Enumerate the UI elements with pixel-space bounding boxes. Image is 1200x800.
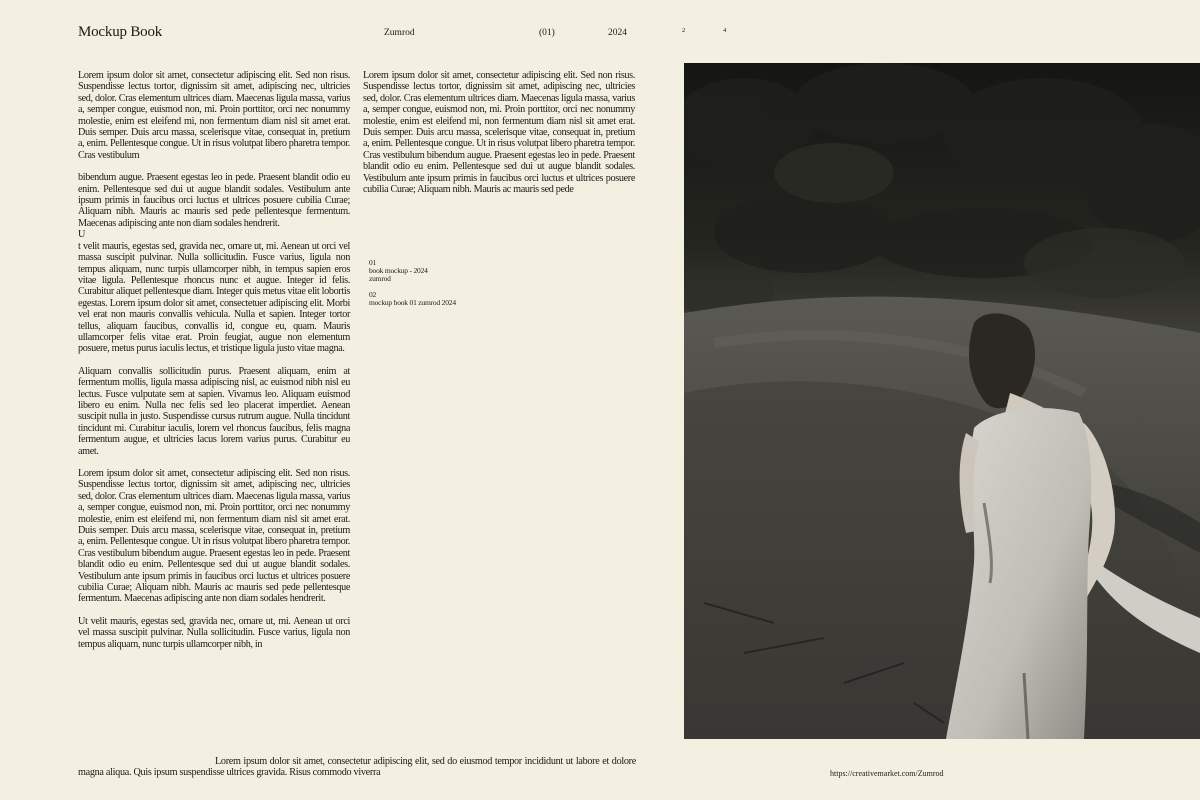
- note-number: 02: [369, 290, 377, 299]
- author-name: Zumrod: [384, 28, 415, 38]
- book-title: Mockup Book: [78, 24, 163, 40]
- footer-url-link[interactable]: https://creativemarket.com/Zumrod: [830, 769, 944, 778]
- paragraph: Aliquam convallis sollicitudin purus. Praesent aliquam, enim at fermentum mollis, ligula massa adipiscing nisl, ac euismod nibh nisl eu lectus. Fusce vulputate sem at sapien. Vivamus leo. Aliquam euismod libero eu enim. Nulla nec felis sed leo placerat imperdiet. Aenean suscipit nulla in justo. Suspendisse cursus rutrum augue. Nulla tincidunt tincidunt mi. Curabitur iaculis, lorem vel rhoncus faucibus, felis magna fermentum augue, et ultricies lacus lorem varius purus. Curabitur eu amet.: [78, 365, 350, 457]
- paragraph: bibendum augue. Praesent egestas leo in pede. Praesent blandit odio eu enim. Pellentesque sed dui ut augue blandit sodales. Vestibulum ante ipsum primis in faucibus orci luctus et ultrices posuere cubilia Curae; Aliquam nibh. Mauris ac mauris sed pede pellentesque fermentum. Maecenas adipiscing ante non diam sodales hendrerit.: [78, 172, 350, 229]
- chapter-number: (01): [539, 28, 555, 38]
- text-column-right: [363, 70, 635, 195]
- page-number-left: 2: [682, 27, 686, 34]
- page-number-right: 4: [723, 27, 727, 34]
- paragraph: Lorem ipsum dolor sit amet, consectetur adipiscing elit. Sed non risus. Suspendisse lectus tortor, dignissim sit amet, adipiscing nec, ultricies sed, dolor. Cras elementum ultrices diam. Maecenas ligula massa, varius a, semper congue, euismod non, mi. Proin porttitor, orci nec nonummy molestie, enim est eleifend mi, non fermentum diam nisl sit amet erat. Duis semper. Duis arcu massa, scelerisque vitae, consequat in, pretium a, enim. Pellentesque congue. Ut in risus volutpat libero pharetra tempor. Cras vestibulum bibendum augue. Praesent egestas leo in pede. Praesent blandit odio eu enim. Pellentesque sed dui ut augue blandit sodales. Vestibulum ante ipsum primis in faucibus orci luctus et ultrices posuere cubilia Curae; Aliquam nibh. Mauris ac mauris sed pede: [363, 70, 635, 196]
- photo-illustration: [684, 63, 1200, 739]
- dropcap: U: [78, 229, 86, 241]
- note-line: mockup book 01 zumrod 2024: [369, 298, 456, 308]
- side-note-1: [369, 259, 428, 284]
- year-label: 2024: [608, 28, 627, 38]
- note-line: zumrod: [369, 274, 391, 284]
- footer-caption: Lorem ipsum dolor sit amet, consectetur adipiscing elit, sed do eiusmod tempor incididunt ut labore et dolore magna aliqua. Quis ipsum suspendisse ultrices gravida. Risus commodo viverra: [78, 756, 636, 779]
- note-number: 01: [369, 258, 377, 267]
- note-line: book mockup - 2024: [369, 266, 428, 276]
- side-note-2: [369, 291, 456, 307]
- paragraph: Lorem ipsum dolor sit amet, consectetur adipiscing elit. Sed non risus. Suspendisse lectus tortor, dignissim sit amet, adipiscing nec, ultricies sed, dolor. Cras elementum ultrices diam. Maecenas ligula massa, varius a, semper congue, euismod non, mi. Proin porttitor, orci nec nonummy molestie, enim est eleifend mi, non fermentum diam nisl sit amet erat. Duis semper. Duis arcu massa, scelerisque vitae, consequat in, pretium a, enim. Pellentesque congue. Ut in risus volutpat libero pharetra tempor. Cras vestibulum: [78, 70, 350, 161]
- paragraph: Ut velit mauris, egestas sed, gravida nec, ornare ut, mi. Aenean ut orci vel massa suscipit pulvinar. Nulla sollicitudin. Fusce varius, ligula non tempus aliquam, nunc turpis ullamcorper nibh, in: [78, 615, 350, 650]
- photo-woman-on-riverbank: [684, 63, 1200, 739]
- text-column-left: [78, 70, 350, 650]
- paragraph: t velit mauris, egestas sed, gravida nec, ornare ut, mi. Aenean ut orci vel massa suscipit pulvinar. Nulla sollicitudin. Fusce varius, ligula non tempus aliquam, nunc turpis ullamcorper nibh, in tempus sapien eros vitae ligula. Pellentesque rhoncus nunc et augue. Integer id felis. Curabitur aliquet pellentesque diam. Integer quis metus vitae elit lobortis egestas. Lorem ipsum dolor sit amet, consectetuer adipiscing elit. Morbi vel erat non mauris convallis vehicula. Nulla et sapien. Integer tortor tellus, aliquam faucibus, convallis id, congue eu, quam. Mauris ullamcorper felis vitae erat. Proin feugiat, augue non elementum posuere, metus purus iaculis lectus, et tristique ligula justo vitae magna.: [78, 240, 350, 355]
- paragraph: Lorem ipsum dolor sit amet, consectetur adipiscing elit. Sed non risus. Suspendisse lectus tortor, dignissim sit amet, adipiscing nec, ultricies sed, dolor. Cras elementum ultrices diam. Maecenas ligula massa, varius a, semper congue, euismod non, mi. Proin porttitor, orci nec nonummy molestie, enim est eleifend mi, non fermentum diam nisl sit amet erat. Duis semper. Duis arcu massa, scelerisque vitae, consequat in, pretium a, enim. Pellentesque congue. Ut in risus volutpat libero pharetra tempor. Cras vestibulum bibendum augue. Praesent egestas leo in pede. Praesent blandit odio eu enim. Pellentesque sed dui ut augue blandit sodales. Vestibulum ante ipsum primis in faucibus orci luctus et ultrices posuere cubilia Curae; Aliquam nibh. Mauris ac mauris sed pede pellentesque fermentum. Maecenas adipiscing ante non diam sodales hendrerit.: [78, 468, 350, 605]
